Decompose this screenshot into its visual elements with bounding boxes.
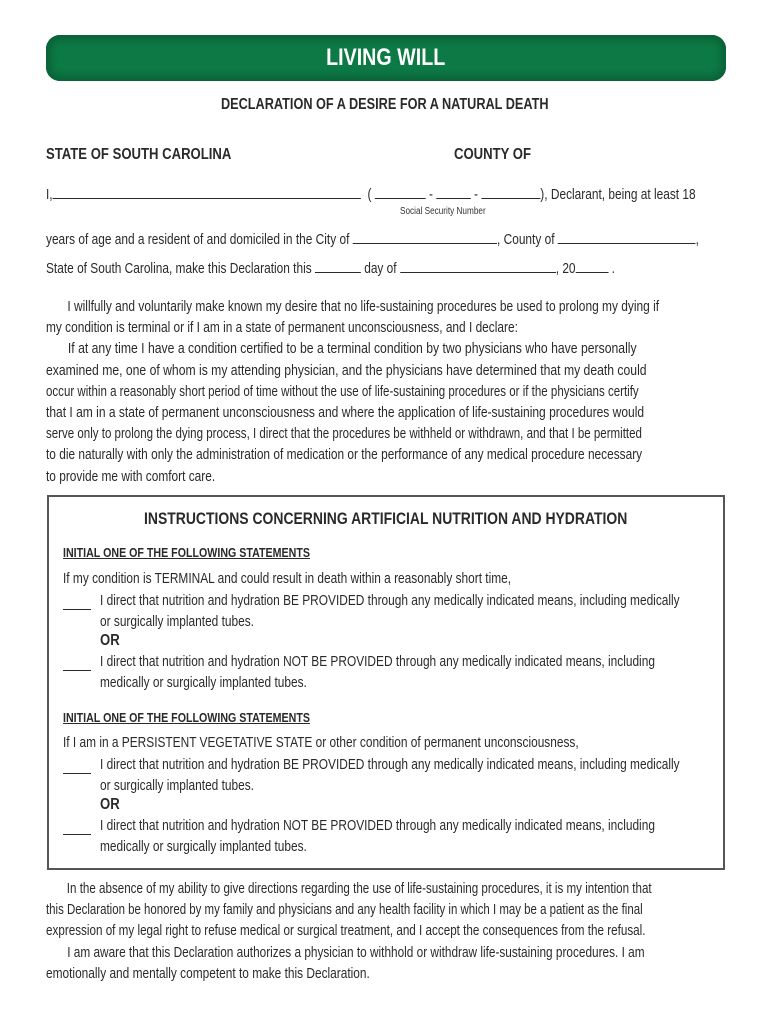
intro-line: examined me, one of whom is my attending physician, and the physicians have determined that my death could (46, 362, 647, 379)
nutrition-hydration-instructions-box (47, 495, 725, 870)
option-line: or surgically implanted tubes. (100, 614, 254, 630)
closing-line: this Declaration be honored by my family and physicians and any health facility in which I may be a patient as the final (46, 902, 643, 919)
instructions-title (49, 509, 723, 529)
county-of-label: , County of (497, 232, 555, 248)
state-label: STATE OF SOUTH CAROLINA (46, 146, 232, 163)
declarant-line-1 (46, 184, 696, 203)
declarant-prefix: I, (46, 187, 53, 203)
instructions-title-text: INSTRUCTIONS CONCERNING ARTIFICIAL NUTRITION AND HYDRATION (144, 509, 628, 528)
ssn-separator: - (473, 187, 478, 203)
intro-line: If at any time I have a condition certified to be a terminal condition by two physicians who have personally (67, 341, 637, 358)
line3-end: . (611, 261, 615, 277)
option-line: I direct that nutrition and hydration NOT BE PROVIDED through any medically indicated means, including (100, 654, 655, 670)
intro-line: to die naturally with only the administration of medication or the performance of any medical procedure necessary (46, 447, 643, 464)
day-field[interactable] (315, 258, 361, 273)
closing-paragraphs (46, 879, 726, 985)
ssn-open: ( (367, 187, 372, 203)
closing-line: In the absence of my ability to give directions regarding the use of life-sustaining procedures, it is my intention that (66, 881, 652, 897)
line2-end: , (695, 232, 699, 248)
county-label: COUNTY OF (454, 146, 532, 163)
section-2-option-a-initial-field[interactable] (63, 758, 91, 774)
option-line: or surgically implanted tubes. (100, 778, 254, 794)
section-1-initial-header: INITIAL ONE OF THE FOLLOWING STATEMENTS (63, 545, 310, 560)
ssn-label: Social Security Number (400, 206, 486, 217)
month-field[interactable] (400, 258, 556, 273)
intro-line: serve only to prolong the dying process, I direct that the procedures be withheld or withdrawn, and that I be permitted (46, 426, 642, 443)
section-2-option-b-initial-field[interactable] (63, 819, 91, 835)
ssn-part-2-field[interactable] (436, 184, 470, 199)
section-1-option-b-initial-field[interactable] (63, 655, 91, 671)
section-1-option-b-text (100, 652, 770, 694)
section-2-condition: If I am in a PERSISTENT VEGETATIVE STATE or other condition of permanent unconsciousness, (63, 735, 579, 751)
declarant-name-field[interactable] (53, 184, 361, 199)
closing-line: expression of my legal right to refuse medical or surgical treatment, and I accept the consequences from the refusal. (46, 923, 646, 940)
closing-line: emotionally and mentally competent to make this Declaration. (46, 965, 370, 982)
document-title: LIVING WILL (326, 44, 446, 71)
section-1-option-a-text (100, 591, 770, 633)
section-2-option-b-text (100, 816, 770, 858)
intro-line: I willfully and voluntarily make known my desire that no life-sustaining procedures be used to prolong my dying if (67, 299, 660, 315)
document-subtitle (0, 96, 770, 114)
day-of-label: day of (364, 261, 397, 277)
subtitle-text: DECLARATION OF A DESIRE FOR A NATURAL DEATH (221, 96, 549, 113)
year-prefix: , 20 (555, 261, 576, 277)
intro-line: my condition is terminal or if I am in a state of permanent unconsciousness, and I declare: (46, 320, 518, 337)
ssn-separator: - (428, 187, 433, 203)
section-1-condition: If my condition is TERMINAL and could result in death within a reasonably short time, (63, 571, 512, 587)
ssn-part-3-field[interactable] (481, 184, 540, 199)
ssn-part-1-field[interactable] (375, 184, 426, 199)
title-banner (46, 35, 726, 81)
section-2-initial-header: INITIAL ONE OF THE FOLLOWING STATEMENTS (63, 710, 310, 725)
city-field[interactable] (353, 229, 497, 244)
closing-line: I am aware that this Declaration authorizes a physician to withhold or withdraw life-sustaining procedures. I am (67, 944, 645, 961)
intro-paragraphs (46, 297, 726, 488)
county-field[interactable] (558, 229, 696, 244)
section-2-option-a-text (100, 755, 770, 797)
option-line: medically or surgically implanted tubes. (100, 675, 307, 691)
section-1-or-label: OR (100, 632, 120, 649)
section-2-or-label: OR (100, 796, 120, 813)
intro-line: that I am in a state of permanent unconsciousness and where the application of life-sustaining procedures would (46, 404, 645, 421)
year-field[interactable] (576, 258, 609, 273)
declarant-line-3 (46, 258, 615, 277)
section-1-option-a-initial-field[interactable] (63, 594, 91, 610)
option-line: I direct that nutrition and hydration BE PROVIDED through any medically indicated means, including medically (100, 757, 680, 773)
intro-line: to provide me with comfort care. (46, 468, 216, 485)
city-label: years of age and a resident of and domiciled in the City of (46, 232, 350, 248)
option-line: I direct that nutrition and hydration NOT BE PROVIDED through any medically indicated means, including (100, 818, 655, 834)
option-line: medically or surgically implanted tubes. (100, 839, 307, 855)
option-line: I direct that nutrition and hydration BE PROVIDED through any medically indicated means, including medically (100, 593, 680, 609)
declarant-line-2 (46, 229, 699, 248)
declaration-date-label: State of South Carolina, make this Declaration this (46, 261, 312, 277)
declarant-age-text: ), Declarant, being at least 18 (540, 187, 696, 203)
intro-line: occur within a reasonably short period of time without the use of life-sustaining procedures or if the physicians certify (46, 383, 639, 400)
